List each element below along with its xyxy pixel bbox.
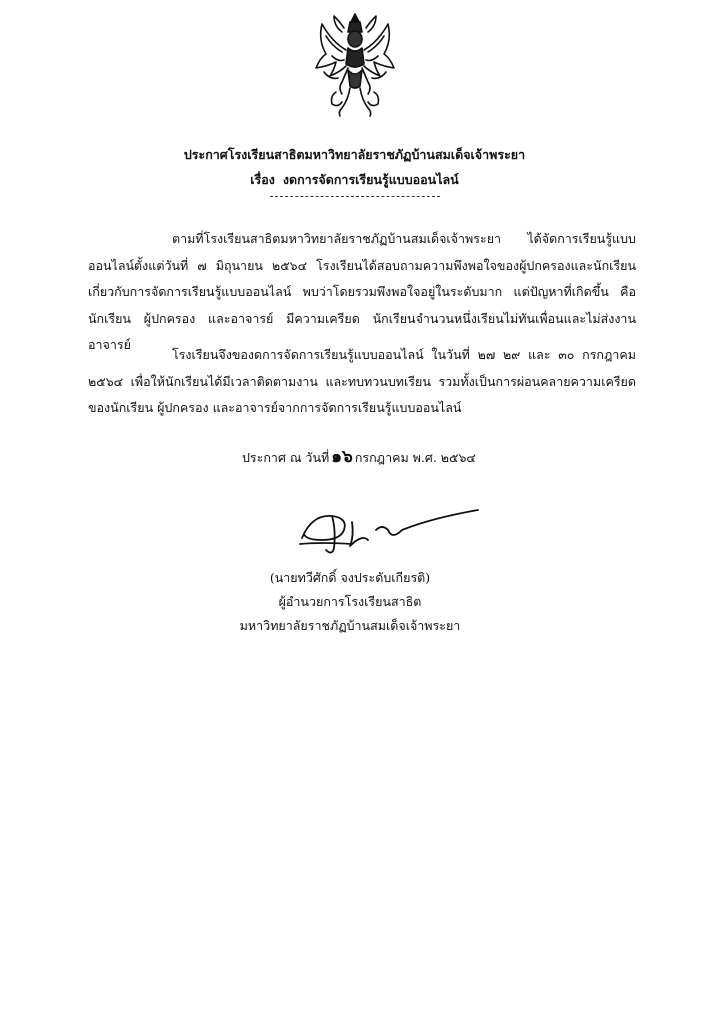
signature-block (230, 566, 470, 638)
announcement-date (242, 443, 476, 470)
subject-line (0, 170, 709, 190)
date-prefix: ประกาศ ณ วันที่ (242, 450, 330, 465)
date-day: ๑๖ (331, 447, 353, 467)
signer-name: (นายทวีศักดิ์ จงประดับเกียรติ) (269, 570, 431, 585)
body-paragraph-2: โรงเรียนจึงของดการจัดการเรียนรู้แบบออนไลน์ ในวันที่ ๒๗ ๒๙ และ ๓๐ กรกฎาคม ๒๕๖๔ เพื่อให้นักเรียนได้มีเวลาติดตามงาน และทบทวนบทเรียน รวมทั้งเป็นการผ่อนคลายความเครียดของนักเรียน ผู้ปกครอง และอาจารย์จากการจัดการเรียนรู้แบบออนไลน์ (88, 347, 636, 415)
subject-label: เรื่อง (250, 172, 275, 187)
garuda-emblem-icon (312, 12, 398, 124)
subject-text: งดการจัดการเรียนรู้แบบออนไลน์ (282, 172, 459, 187)
announcement-title: ประกาศโรงเรียนสาธิตมหาวิทยาลัยราชภัฏบ้านสมเด็จเจ้าพระยา (183, 147, 526, 162)
signer-position: ผู้อำนวยการโรงเรียนสาธิต (278, 594, 422, 609)
handwritten-signature (292, 500, 482, 562)
signer-organization: มหาวิทยาลัยราชภัฏบ้านสมเด็จเจ้าพระยา (239, 618, 461, 633)
date-month-year: กรกฎาคม พ.ศ. ๒๕๖๔ (354, 450, 476, 465)
title-divider (270, 196, 440, 197)
body-paragraph-1: ตามที่โรงเรียนสาธิตมหาวิทยาลัยราชภัฏบ้านสมเด็จเจ้าพระยา ได้จัดการเรียนรู้แบบออนไลน์ตั้งแต่วันที่ ๗ มิถุนายน ๒๕๖๔ โรงเรียนได้สอบถามความพึงพอใจของผู้ปกครองและนักเรียนเกี่ยวกับการจัดการเรียนรู้แบบออนไลน์ พบว่าโดยรวมพึงพอใจอยู่ในระดับมาก แต่ปัญหาที่เกิดขึ้น คือ นักเรียน ผู้ปกครอง และอาจารย์ มีความเครียด นักเรียนจำนวนหนึ่งเรียนไม่ทันเพื่อนและไม่ส่งงานอาจารย์ (88, 231, 636, 352)
